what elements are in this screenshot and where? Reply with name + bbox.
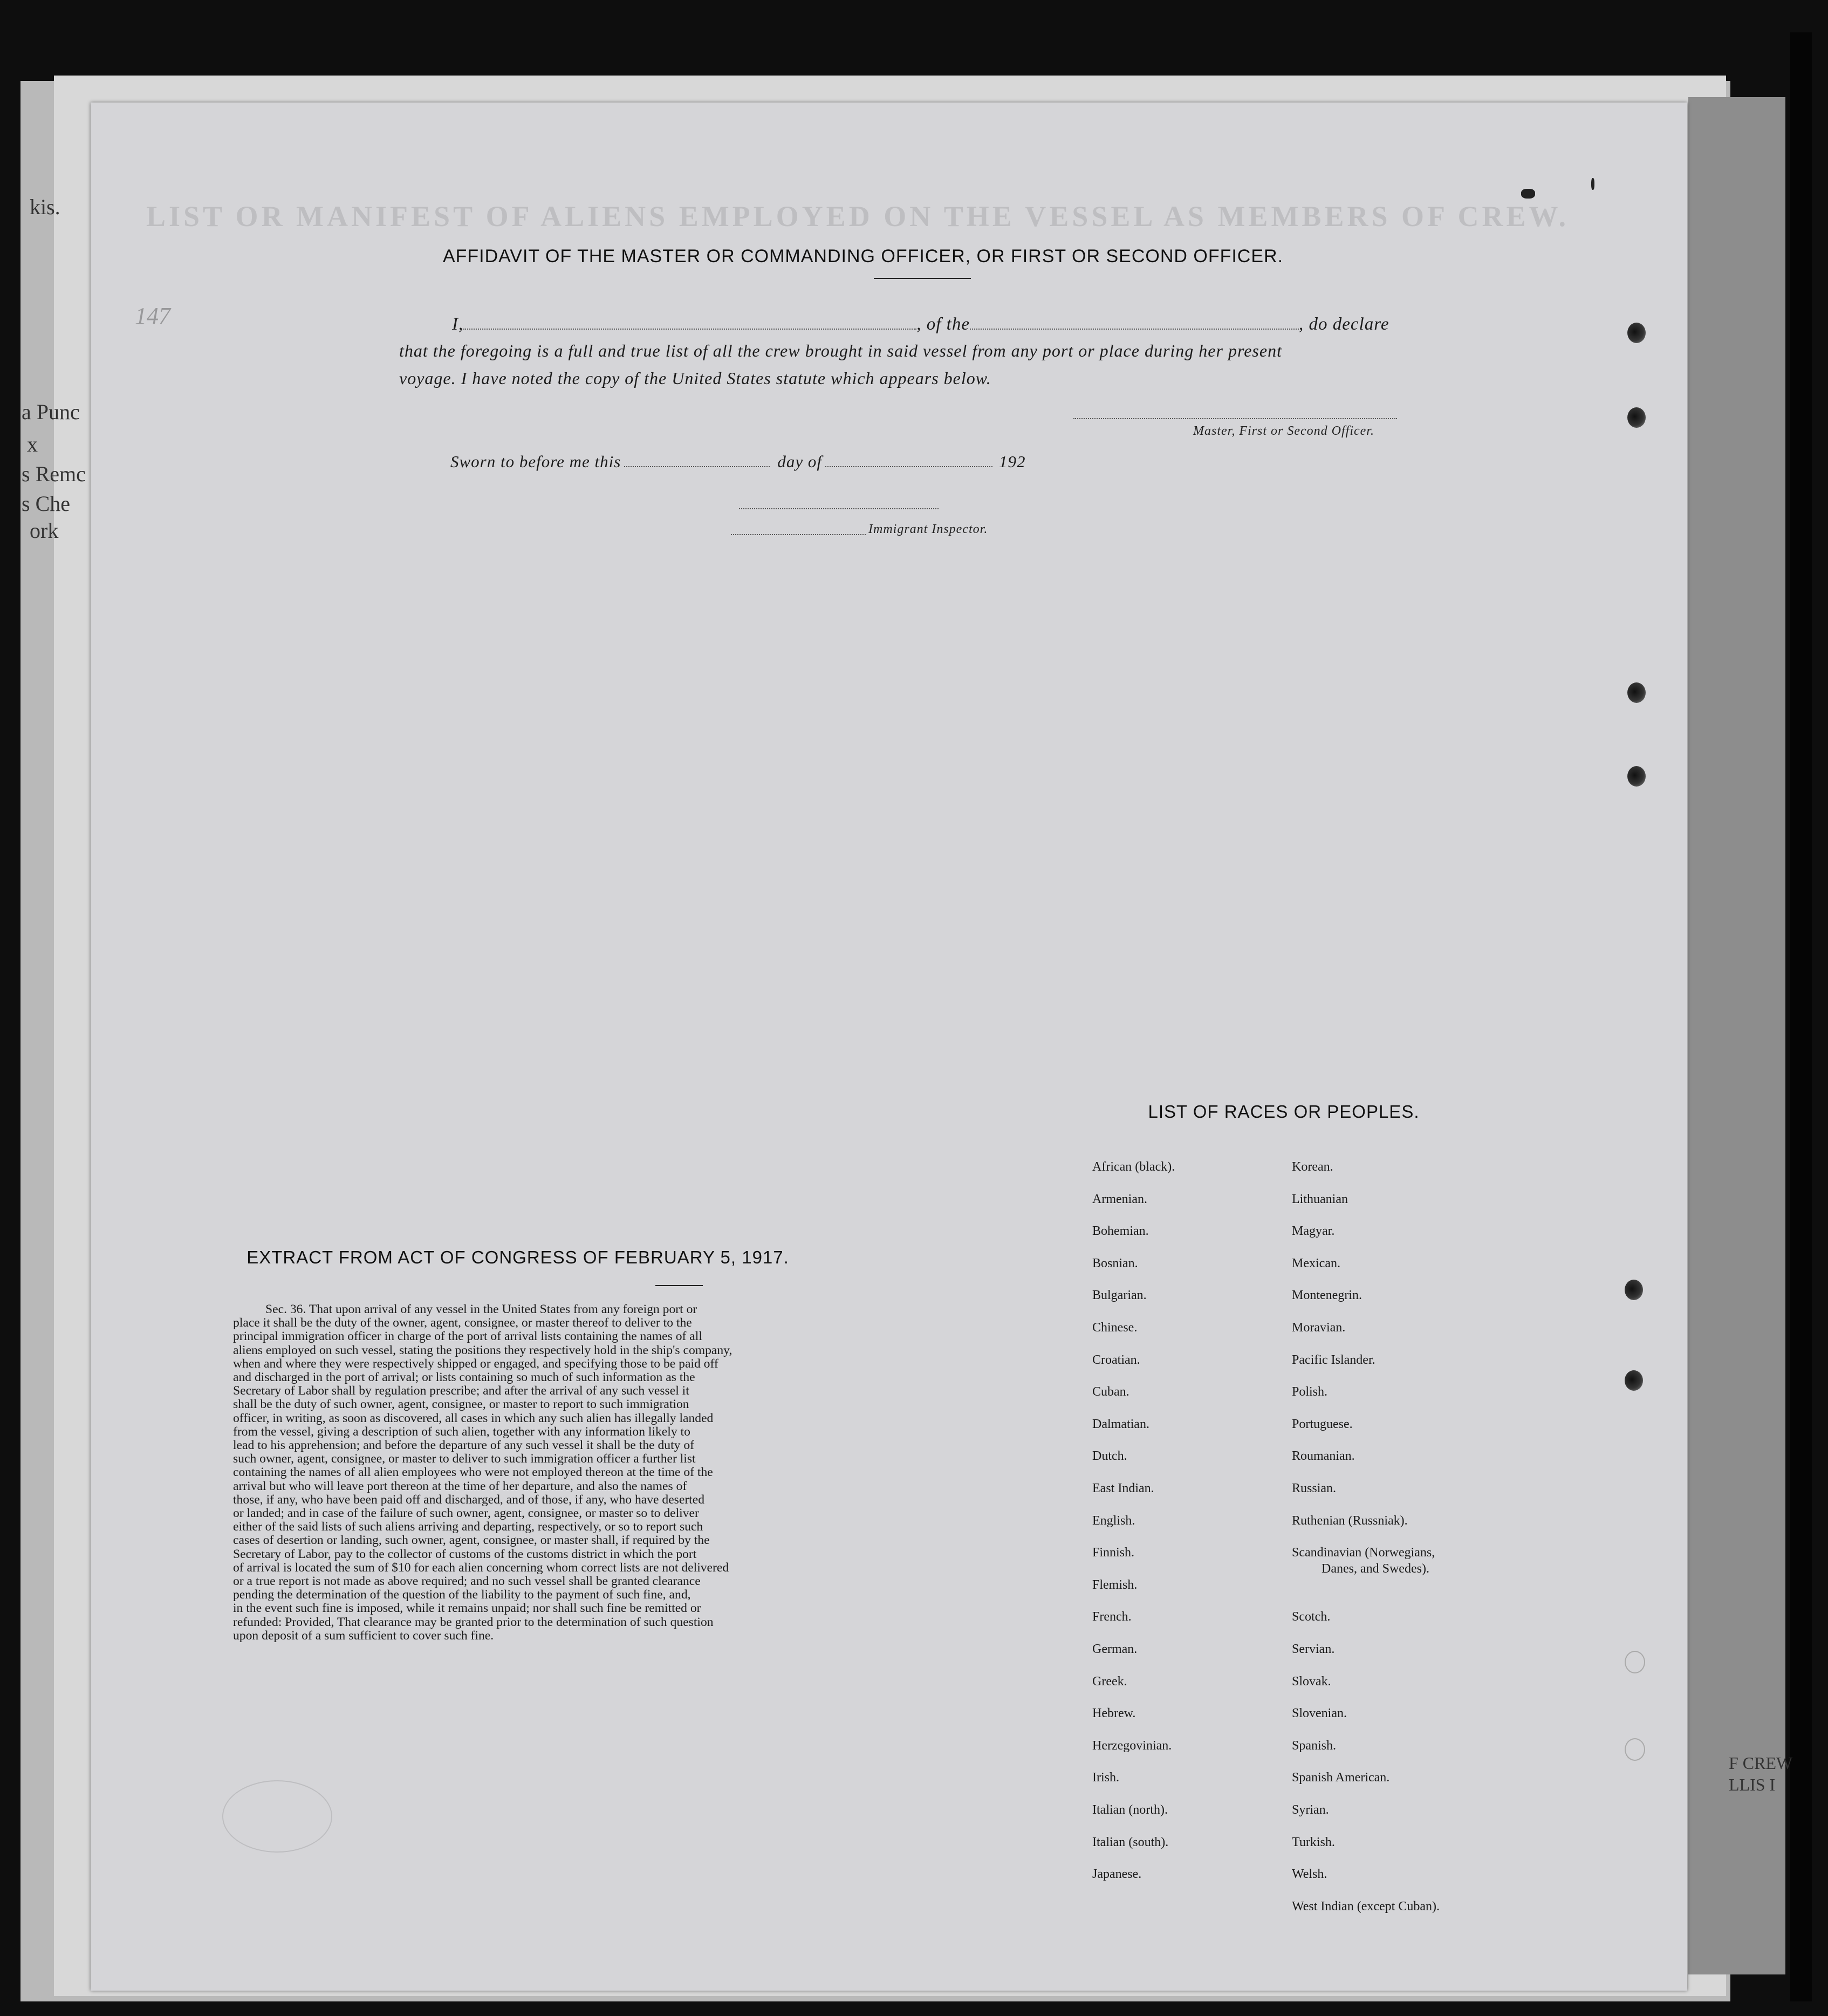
race-item: Moravian. xyxy=(1292,1321,1346,1335)
affidavit-of-the: , of the xyxy=(916,315,970,334)
extract-line: upon deposit of a sum sufficient to cover such fine. xyxy=(233,1628,494,1643)
race-item: Portuguese. xyxy=(1292,1417,1353,1431)
race-item: Japanese. xyxy=(1092,1867,1142,1882)
sworn-line xyxy=(450,452,1508,471)
punch-hole xyxy=(1627,682,1646,703)
extract-line: refunded: Provided, That clearance may be granted prior to the determination of such question xyxy=(233,1615,714,1629)
punch-hole xyxy=(1627,766,1646,787)
extract-line: of arrival is located the sum of $10 for each alien concerning whom correct lists are not delivered xyxy=(233,1560,729,1575)
race-item: Spanish. xyxy=(1292,1738,1337,1753)
extract-line: shall be the duty of such owner, agent, consignee, or master to report to such immigration xyxy=(233,1397,689,1412)
race-item: Servian. xyxy=(1292,1642,1335,1656)
affidavit-i: I, xyxy=(452,315,464,334)
left-fragment-1: kis. xyxy=(30,195,60,219)
master-signature-label: Master, First or Second Officer. xyxy=(1193,424,1374,438)
ink-mark xyxy=(1521,189,1535,199)
affidavit-line-3: voyage. I have noted the copy of the United States statute which appears below. xyxy=(399,368,991,388)
race-item: Cuban. xyxy=(1092,1385,1129,1399)
sworn-month-field[interactable] xyxy=(825,466,992,467)
race-item: West Indian (except Cuban). xyxy=(1292,1899,1440,1914)
race-item: East Indian. xyxy=(1092,1481,1154,1495)
affidavit-line-2: that the foregoing is a full and true list of all the crew brought in said vessel from any port or place during her present xyxy=(399,341,1282,360)
race-item: French. xyxy=(1092,1610,1132,1624)
race-item: Italian (north). xyxy=(1092,1803,1168,1817)
extract-line: Sec. 36. That upon arrival of any vessel in the United States from any foreign port or xyxy=(265,1302,697,1316)
races-title: LIST OF RACES OR PEOPLES. xyxy=(1148,1102,1420,1122)
affidavit-do-declare: , do declare xyxy=(1298,315,1389,334)
vessel-field[interactable] xyxy=(970,328,1299,330)
extract-line: either of the said lists of such aliens arriving and departing, respectively, or so to report such xyxy=(233,1520,703,1534)
extract-title-rule xyxy=(655,1285,703,1286)
extract-line: or a true report is not made as above required; and no such vessel shall be granted clearance xyxy=(233,1574,701,1589)
extract-line: those, if any, who have been paid off and discharged, and of those, if any, who have deserted xyxy=(233,1492,705,1507)
race-item: Slovak. xyxy=(1292,1674,1331,1689)
sworn-text: Sworn to before me this xyxy=(450,452,621,471)
extract-line: containing the names of all alien employees who were not employed thereon at the time of the xyxy=(233,1465,713,1480)
punch-hole xyxy=(1625,1651,1645,1673)
punch-hole xyxy=(1627,323,1646,343)
affidavit-line-1 xyxy=(452,315,1509,334)
extract-line: arrival but who will leave port thereon at the time of her departure, and also the names of xyxy=(233,1479,687,1493)
race-item: Welsh. xyxy=(1292,1867,1327,1882)
left-fragment-3: x xyxy=(27,432,38,456)
race-item: Irish. xyxy=(1092,1771,1119,1785)
race-item: Herzegovinian. xyxy=(1092,1738,1172,1753)
race-item: Montenegrin. xyxy=(1292,1288,1362,1303)
extract-line: and discharged in the port of arrival; or lists containing so much of such information as the xyxy=(233,1370,695,1385)
race-item: Spanish American. xyxy=(1292,1771,1390,1785)
left-fragment-5: s Che xyxy=(22,491,70,516)
race-item: Lithuanian xyxy=(1292,1192,1348,1206)
year-text: 192 xyxy=(998,452,1026,471)
ghost-header-bleedthrough: LIST OR MANIFEST OF ALIENS EMPLOYED ON THE VESSEL AS MEMBERS OF CREW. xyxy=(146,200,1570,233)
race-item: Bosnian. xyxy=(1092,1256,1138,1270)
race-item: Armenian. xyxy=(1092,1192,1147,1206)
title-rule xyxy=(874,278,971,279)
extract-line: cases of desertion or landing, such owner, agent, consignee, or master shall, if required by the xyxy=(233,1533,710,1548)
affidavit-title: AFFIDAVIT OF THE MASTER OR COMMANDING OFFICER, OR FIRST OR SECOND OFFICER. xyxy=(442,246,1284,266)
race-item: Korean. xyxy=(1292,1160,1333,1174)
extract-line: such owner, agent, consignee, or master to deliver to such immigration officer a further list xyxy=(233,1452,696,1466)
right-sheet-edge xyxy=(1688,97,1785,1974)
left-fragment-4: s Remc xyxy=(22,462,86,486)
name-field[interactable] xyxy=(463,328,916,330)
extract-line: officer, in writing, as soon as discovered, all cases in which any such alien has illegally landed xyxy=(233,1411,714,1425)
inspector-label: Immigrant Inspector. xyxy=(868,522,988,536)
race-item: Flemish. xyxy=(1092,1577,1138,1592)
master-signature-line[interactable] xyxy=(1073,418,1397,419)
right-fragment-2: LLIS I xyxy=(1729,1775,1776,1794)
race-item: Dutch. xyxy=(1092,1449,1127,1464)
day-of-text: day of xyxy=(777,452,822,471)
race-item: Scandinavian (Norwegians, xyxy=(1292,1546,1435,1560)
race-item: Magyar. xyxy=(1292,1224,1335,1239)
race-item: Bohemian. xyxy=(1092,1224,1149,1239)
ink-mark xyxy=(1591,178,1594,190)
film-edge xyxy=(1790,32,1812,2001)
race-item: Danes, and Swedes). xyxy=(1322,1561,1429,1576)
extract-line: Secretary of Labor, pay to the collector of customs of the customs district in which the port xyxy=(233,1547,697,1561)
left-margin-numeral: 147 xyxy=(135,303,170,329)
sworn-day-field[interactable] xyxy=(624,466,770,467)
extract-title: EXTRACT FROM ACT OF CONGRESS OF FEBRUARY 5, 1917. xyxy=(247,1247,789,1267)
race-item: Mexican. xyxy=(1292,1256,1340,1270)
extract-line: lead to his apprehension; and before the departure of any such vessel it shall be the duty of xyxy=(233,1438,695,1453)
right-fragment-1: F CREW xyxy=(1729,1753,1793,1773)
race-item: Finnish. xyxy=(1092,1546,1135,1560)
extract-line: in the event such fine is imposed, while it remains unpaid; nor shall such fine be remitted or xyxy=(233,1601,701,1616)
extract-line: place it shall be the duty of the owner, agent, consignee, or master thereof to deliver to the xyxy=(233,1316,692,1330)
inspector-signature-upper-line xyxy=(739,508,939,509)
extract-line: Secretary of Labor shall by regulation prescribe; and after the arrival of any such vessel it xyxy=(233,1384,689,1398)
race-item: Italian (south). xyxy=(1092,1835,1169,1849)
race-item: Chinese. xyxy=(1092,1321,1138,1335)
extract-line: aliens employed on such vessel, stating the positions they respectively hold in the ship's company, xyxy=(233,1343,732,1357)
faint-stamp xyxy=(222,1780,332,1853)
left-fragment-2: a Punc xyxy=(22,400,80,424)
race-item: Turkish. xyxy=(1292,1835,1335,1849)
extract-line: principal immigration officer in charge of the port of arrival lists containing the names of all xyxy=(233,1329,702,1344)
race-item: English. xyxy=(1092,1513,1135,1528)
extract-line: pending the determination of the question of the liability to the payment of such fine, and, xyxy=(233,1588,691,1602)
race-item: African (black). xyxy=(1092,1160,1175,1174)
race-item: Scotch. xyxy=(1292,1610,1331,1624)
punch-hole xyxy=(1625,1738,1645,1761)
race-item: Russian. xyxy=(1292,1481,1337,1495)
extract-line: or landed; and in case of the failure of such owner, agent, consignee, or master so to deliver xyxy=(233,1506,699,1521)
race-item: Slovenian. xyxy=(1292,1706,1347,1721)
race-item: Hebrew. xyxy=(1092,1706,1136,1721)
race-item: Bulgarian. xyxy=(1092,1288,1147,1303)
extract-line: from the vessel, giving a description of such alien, together with any information likely to xyxy=(233,1424,690,1439)
race-item: Syrian. xyxy=(1292,1803,1329,1817)
statute-extract xyxy=(233,1303,851,1643)
race-item: Greek. xyxy=(1092,1674,1127,1689)
punch-hole xyxy=(1627,407,1646,428)
race-item: Dalmatian. xyxy=(1092,1417,1149,1431)
race-item: Pacific Islander. xyxy=(1292,1352,1375,1367)
left-fragment-6: ork xyxy=(30,518,59,543)
race-item: Polish. xyxy=(1292,1385,1328,1399)
punch-hole xyxy=(1625,1370,1643,1391)
race-item: Roumanian. xyxy=(1292,1449,1355,1464)
inspector-signature-line[interactable] xyxy=(731,534,866,535)
race-item: Croatian. xyxy=(1092,1352,1140,1367)
extract-line: when and where they were respectively shipped or engaged, and specifying those to be paid off xyxy=(233,1356,718,1371)
race-item: German. xyxy=(1092,1642,1138,1656)
punch-hole xyxy=(1625,1280,1643,1300)
race-item: Ruthenian (Russniak). xyxy=(1292,1513,1408,1528)
